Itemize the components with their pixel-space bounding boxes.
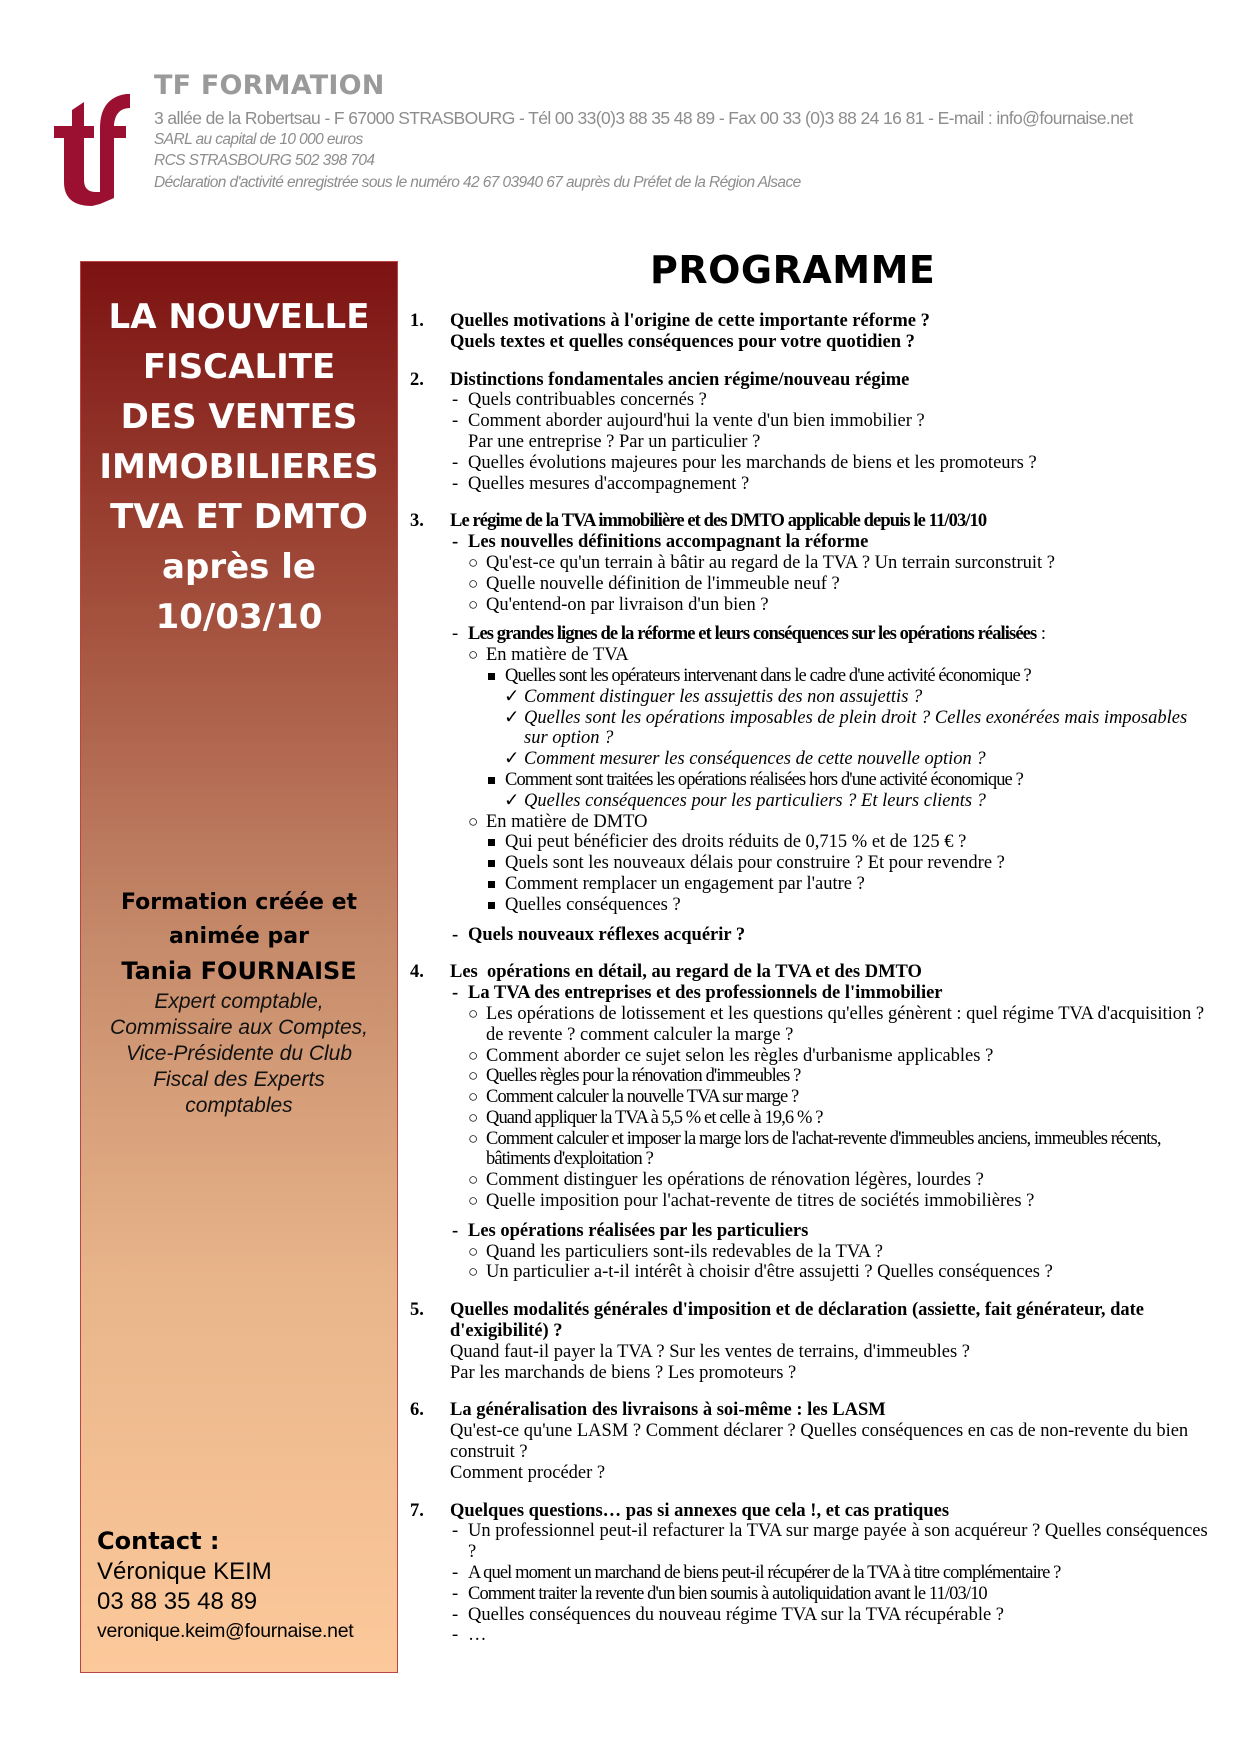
role-line: Vice-Présidente du Club bbox=[125, 1042, 353, 1065]
list-item: - Quels contribuables concernés ? bbox=[452, 390, 707, 411]
list-item: - Quelles évolutions majeures pour les marchands de biens et les promoteurs ? bbox=[452, 452, 1037, 473]
list-item: ○ Comment calculer la nouvelle TVA sur marge ? bbox=[468, 1087, 799, 1108]
contact-email-link[interactable]: veronique.keim@fournaise.net bbox=[97, 1620, 354, 1642]
section-title: Quels textes et quelles conséquences pour votre quotidien ? bbox=[450, 331, 915, 352]
subsection-title: - Les opérations réalisées par les particuliers bbox=[452, 1220, 809, 1241]
company-declaration: Déclaration d'activité enregistrée sous le numéro 42 67 03940 67 auprès du Préfet de la Région Alsace bbox=[154, 174, 801, 191]
company-capital: SARL au capital de 10 000 euros bbox=[154, 131, 363, 148]
programme-section-5 bbox=[410, 1300, 1210, 1383]
section-title: Quelques questions… pas si annexes que cela !, et cas pratiques bbox=[450, 1500, 950, 1521]
section-number: 4. bbox=[410, 962, 424, 983]
trainer-name: Tania FOURNAISE bbox=[121, 957, 357, 985]
course-title-line: LA NOUVELLE bbox=[108, 297, 370, 337]
course-title-line: FISCALITE bbox=[142, 347, 336, 387]
section-number: 5. bbox=[410, 1300, 424, 1321]
list-item: ✓ Comment distinguer les assujettis des non assujettis ? bbox=[504, 686, 923, 707]
course-title-line: 10/03/10 bbox=[155, 597, 323, 637]
list-item: ✓ Quelles conséquences pour les particuliers ? Et leurs clients ? bbox=[504, 790, 986, 811]
credit-line: Formation créée et bbox=[120, 890, 358, 915]
role-line: Fiscal des Experts bbox=[153, 1068, 325, 1091]
contact-phone[interactable]: 03 88 35 48 89 bbox=[97, 1588, 258, 1615]
list-item: ○ Quelle nouvelle définition de l'immeuble neuf ? bbox=[468, 573, 840, 594]
list-item: ○ Comment aborder ce sujet selon les règles d'urbanisme applicables ? bbox=[468, 1045, 994, 1066]
subsection-title: - Quels nouveaux réflexes acquérir ? bbox=[452, 924, 746, 945]
credit-line: animée par bbox=[169, 924, 309, 949]
course-title-line: IMMOBILIERES bbox=[99, 447, 379, 487]
role-line: comptables bbox=[185, 1094, 293, 1117]
programme-section-7 bbox=[410, 1501, 1210, 1647]
programme-list bbox=[410, 311, 1210, 1663]
section-title: Quelles modalités générales d'imposition et de déclaration (assiette, fait générateur, date d'exigibilité) ? bbox=[450, 1300, 1144, 1342]
list-item: Quelles conséquences ? bbox=[450, 895, 1210, 916]
course-title-line: après le bbox=[162, 547, 316, 587]
contact-block bbox=[97, 1525, 387, 1645]
subsection-title: - La TVA des entreprises et des professionnels de l'immobilier bbox=[452, 983, 943, 1004]
letterhead bbox=[50, 70, 1190, 220]
company-rcs: RCS STRASBOURG 502 398 704 bbox=[154, 152, 375, 169]
subsection-title: - Les grandes lignes de la réforme et leurs conséquences sur les opérations réalisées : bbox=[452, 624, 1047, 645]
list-item: Quelles sont les opérateurs intervenant dans le cadre d'une activité économique ? bbox=[450, 666, 1210, 687]
section-text: Quand faut-il payer la TVA ? Sur les ventes de terrains, d'immeubles ? bbox=[450, 1341, 970, 1362]
list-item: ○ Quelles règles pour la rénovation d'immeubles ? bbox=[468, 1066, 801, 1087]
section-title: Les opérations en détail, au regard de la TVA et des DMTO bbox=[450, 962, 922, 983]
trainer-credit bbox=[81, 886, 397, 1119]
contact-label: Contact : bbox=[97, 1527, 220, 1555]
list-item: ✓ Quelles sont les opérations imposables de plein droit ? Celles exonérées mais imposables sur option ? bbox=[504, 707, 1188, 749]
section-text: Par les marchands de biens ? Les promoteurs ? bbox=[450, 1362, 797, 1383]
list-item: - Comment traiter la revente d'un bien soumis à autoliquidation avant le 11/03/10 bbox=[452, 1583, 987, 1604]
company-address: 3 allée de la Robertsau - F 67000 STRASBOURG - Tél 00 33(0)3 88 35 48 89 - Fax 00 33 (0)3 88 24 16 81 - E-mail : info@fournaise.net bbox=[154, 108, 1133, 128]
course-title bbox=[81, 292, 397, 642]
list-item: - A quel moment un marchand de biens peut-il récupérer de la TVA à titre complémentaire ? bbox=[452, 1563, 1061, 1584]
sidebar-panel bbox=[80, 261, 398, 1673]
section-number: 7. bbox=[410, 1500, 424, 1521]
list-item: ○ En matière de TVA bbox=[468, 645, 629, 666]
list-item: ○ Quand les particuliers sont-ils redevables de la TVA ? bbox=[468, 1241, 883, 1262]
list-item: ○ Qu'est-ce qu'un terrain à bâtir au regard de la TVA ? Un terrain surconstruit ? bbox=[468, 552, 1056, 573]
list-item: - … bbox=[452, 1625, 487, 1646]
list-item: Comment sont traitées les opérations réalisées hors d'une activité économique ? bbox=[450, 770, 1210, 791]
list-item: ○ Comment calculer et imposer la marge lors de l'achat-revente d'immeubles anciens, immeubles récents, bâtiments d'exploitation ? bbox=[468, 1128, 1161, 1170]
programme-heading: PROGRAMME bbox=[650, 248, 936, 292]
list-item-continuation: Par une entreprise ? Par un particulier ? bbox=[468, 431, 761, 452]
programme-section-1 bbox=[410, 311, 1210, 353]
list-item: ○ Les opérations de lotissement et les questions qu'elles génèrent : quel régime TVA d'acquisition ? de revente ? comment calculer la marge ? bbox=[468, 1003, 1205, 1045]
role-line: Commissaire aux Comptes, bbox=[110, 1016, 368, 1039]
section-number: 3. bbox=[410, 511, 424, 532]
role-line: Expert comptable, bbox=[154, 990, 324, 1013]
list-item: ○ Quand appliquer la TVA à 5,5 % et celle à 19,6 % ? bbox=[468, 1107, 823, 1128]
list-item: ○ En matière de DMTO bbox=[468, 811, 648, 832]
company-name: TF FORMATION bbox=[154, 70, 385, 101]
programme-section-2 bbox=[410, 370, 1210, 495]
list-item: ○ Qu'entend-on par livraison d'un bien ? bbox=[468, 594, 769, 615]
list-item: ○ Un particulier a-t-il intérêt à choisir d'être assujetti ? Quelles conséquences ? bbox=[468, 1262, 1053, 1283]
list-item: - Quelles conséquences du nouveau régime TVA sur la TVA récupérable ? bbox=[452, 1604, 1005, 1625]
section-title: Quelles motivations à l'origine de cette importante réforme ? bbox=[450, 311, 930, 331]
list-item: - Quelles mesures d'accompagnement ? bbox=[452, 473, 750, 494]
section-title: Le régime de la TVA immobilière et des DMTO applicable depuis le 11/03/10 bbox=[450, 511, 987, 532]
programme-section-4 bbox=[410, 962, 1210, 1283]
section-text: Comment procéder ? bbox=[450, 1462, 606, 1483]
section-number: 6. bbox=[410, 1400, 424, 1421]
list-item: - Un professionnel peut-il refacturer la TVA sur marge payée à son acquéreur ? Quelles conséquences ? bbox=[452, 1521, 1208, 1563]
list-item: ✓ Comment mesurer les conséquences de cette nouvelle option ? bbox=[504, 749, 986, 770]
list-item: ○ Comment distinguer les opérations de rénovation légères, lourdes ? bbox=[468, 1170, 984, 1191]
list-item: Quels sont les nouveaux délais pour construire ? Et pour revendre ? bbox=[450, 853, 1210, 874]
section-title: La généralisation des livraisons à soi-même : les LASM bbox=[450, 1400, 886, 1421]
section-number: 1. bbox=[410, 311, 424, 331]
tf-logo-icon bbox=[50, 88, 130, 206]
trainer-role bbox=[81, 989, 397, 1119]
section-number: 2. bbox=[410, 369, 424, 390]
subsection-title: - Les nouvelles définitions accompagnant la réforme bbox=[452, 532, 869, 553]
course-title-line: TVA ET DMTO bbox=[110, 497, 368, 537]
programme-section-3 bbox=[410, 511, 1210, 945]
contact-name: Véronique KEIM bbox=[97, 1558, 272, 1585]
programme-section-6 bbox=[410, 1400, 1210, 1483]
course-title-line: DES VENTES bbox=[120, 397, 358, 437]
list-item: Comment remplacer un engagement par l'autre ? bbox=[450, 874, 1210, 895]
list-item: ○ Quelle imposition pour l'achat-revente de titres de sociétés immobilières ? bbox=[468, 1191, 1035, 1212]
section-text: Qu'est-ce qu'une LASM ? Comment déclarer ? Quelles conséquences en cas de non-revente du bien construit ? bbox=[450, 1421, 1189, 1463]
section-title: Distinctions fondamentales ancien régime/nouveau régime bbox=[450, 369, 910, 390]
list-item: Qui peut bénéficier des droits réduits de 0,715 % et de 125 € ? bbox=[450, 832, 1210, 853]
list-item: - Comment aborder aujourd'hui la vente d'un bien immobilier ? bbox=[452, 411, 925, 432]
